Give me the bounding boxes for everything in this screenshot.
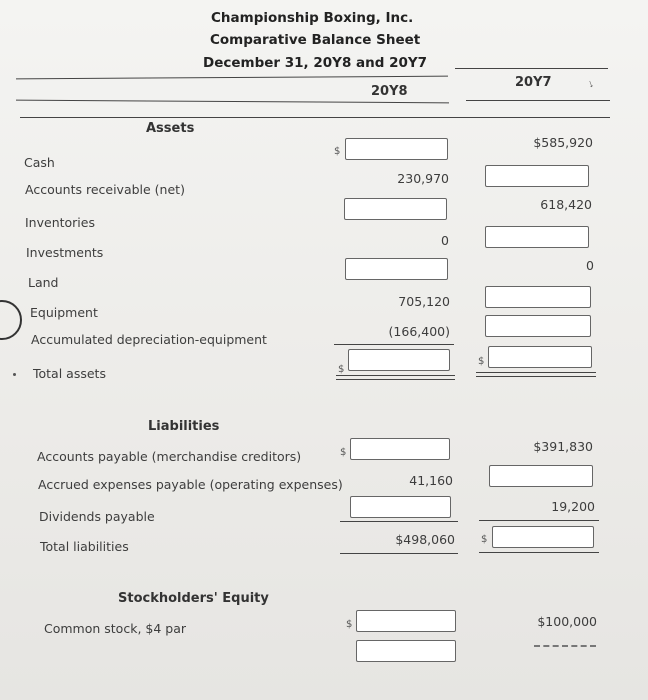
total-liabilities-20y7-input[interactable]: [492, 526, 594, 548]
equity-heading: Stockholders' Equity: [118, 591, 269, 606]
ap-20y8-input[interactable]: [350, 438, 450, 460]
edge-circle-marker: [0, 300, 22, 340]
total-assets-20y8-input[interactable]: [348, 349, 450, 371]
total-liabilities-20y8-value: $498,060: [395, 532, 455, 547]
equipment-label: Equipment: [30, 305, 98, 320]
cash-label: Cash: [24, 155, 55, 170]
bullet-marker: [13, 373, 16, 376]
cash-20y8-input[interactable]: [345, 138, 448, 160]
common-stock-label: Common stock, $4 par: [44, 621, 187, 636]
land-label: Land: [28, 275, 59, 290]
total-liabilities-20y7-underline: [479, 552, 599, 553]
chevron-down-icon[interactable]: ↓: [586, 77, 596, 91]
accum-dep-20y8-underline: [334, 344, 454, 345]
ap-label: Accounts payable (merchandise creditors): [37, 449, 302, 464]
total-liabilities-label: Total liabilities: [40, 539, 129, 554]
equipment-20y7-input[interactable]: [485, 286, 591, 308]
common-stock-y8-dollar: $: [346, 619, 353, 630]
total-assets-y8-dollar: $: [338, 364, 345, 375]
statement-title: Comparative Balance Sheet: [210, 32, 421, 48]
company-name: Championship Boxing, Inc.: [211, 10, 414, 26]
dividends-label: Dividends payable: [39, 509, 155, 524]
common-stock-20y8-input[interactable]: [356, 610, 456, 632]
inventories-label: Inventories: [25, 215, 95, 230]
inventories-20y8-input[interactable]: [344, 198, 447, 220]
cash-y8-dollar: $: [334, 146, 341, 157]
header-rule-bottom: [16, 100, 449, 104]
dividends-20y7-underline: [479, 520, 599, 521]
assets-rule: [20, 117, 610, 118]
inventories-20y7-value: 618,420: [540, 197, 592, 212]
accum-dep-label: Accumulated depreciation-equipment: [31, 332, 267, 347]
next-row-20y7-dashes: [534, 645, 596, 647]
common-stock-20y7-value: $100,000: [537, 614, 597, 629]
accrued-20y8-value: 41,160: [409, 473, 453, 488]
header-rule-top-right: [455, 68, 608, 69]
liabilities-heading: Liabilities: [148, 419, 220, 434]
total-assets-label: Total assets: [33, 366, 106, 381]
ar-20y7-input[interactable]: [485, 165, 589, 187]
equipment-20y8-value: 705,120: [398, 294, 450, 309]
cash-20y7-value: $585,920: [533, 135, 593, 150]
land-20y7-value: 0: [586, 258, 594, 273]
assets-heading: Assets: [146, 121, 195, 136]
ar-label: Accounts receivable (net): [25, 182, 185, 197]
investments-20y7-input[interactable]: [485, 226, 589, 248]
total-assets-y7-dollar: $: [478, 356, 485, 367]
dividends-20y8-underline: [340, 521, 458, 522]
dividends-20y8-input[interactable]: [350, 496, 451, 518]
accrued-20y7-input[interactable]: [489, 465, 593, 487]
header-rule-top: [16, 76, 448, 80]
total-assets-20y7-input[interactable]: [488, 346, 592, 368]
total-liabilities-y7-dollar: $: [481, 534, 488, 545]
accrued-label: Accrued expenses payable (operating expenses): [38, 477, 343, 492]
accum-dep-20y8-value: (166,400): [388, 324, 450, 339]
column-header-20y8: 20Y8: [371, 84, 408, 99]
column-header-20y7: 20Y7: [515, 75, 552, 90]
total-liabilities-20y8-underline: [340, 553, 458, 554]
next-row-20y8-input[interactable]: [356, 640, 456, 662]
ap-20y7-value: $391,830: [533, 439, 593, 454]
land-20y8-input[interactable]: [345, 258, 448, 280]
total-assets-20y7-double-underline: [476, 372, 596, 377]
ap-y8-dollar: $: [340, 447, 347, 458]
header-rule-bottom-right: [466, 100, 610, 101]
ar-20y8-value: 230,970: [397, 171, 449, 186]
statement-dates: December 31, 20Y8 and 20Y7: [203, 55, 428, 71]
dividends-20y7-value: 19,200: [551, 499, 595, 514]
investments-20y8-value: 0: [441, 233, 449, 248]
investments-label: Investments: [26, 245, 104, 260]
accum-dep-20y7-input[interactable]: [485, 315, 591, 337]
total-assets-20y8-double-underline: [336, 375, 455, 380]
